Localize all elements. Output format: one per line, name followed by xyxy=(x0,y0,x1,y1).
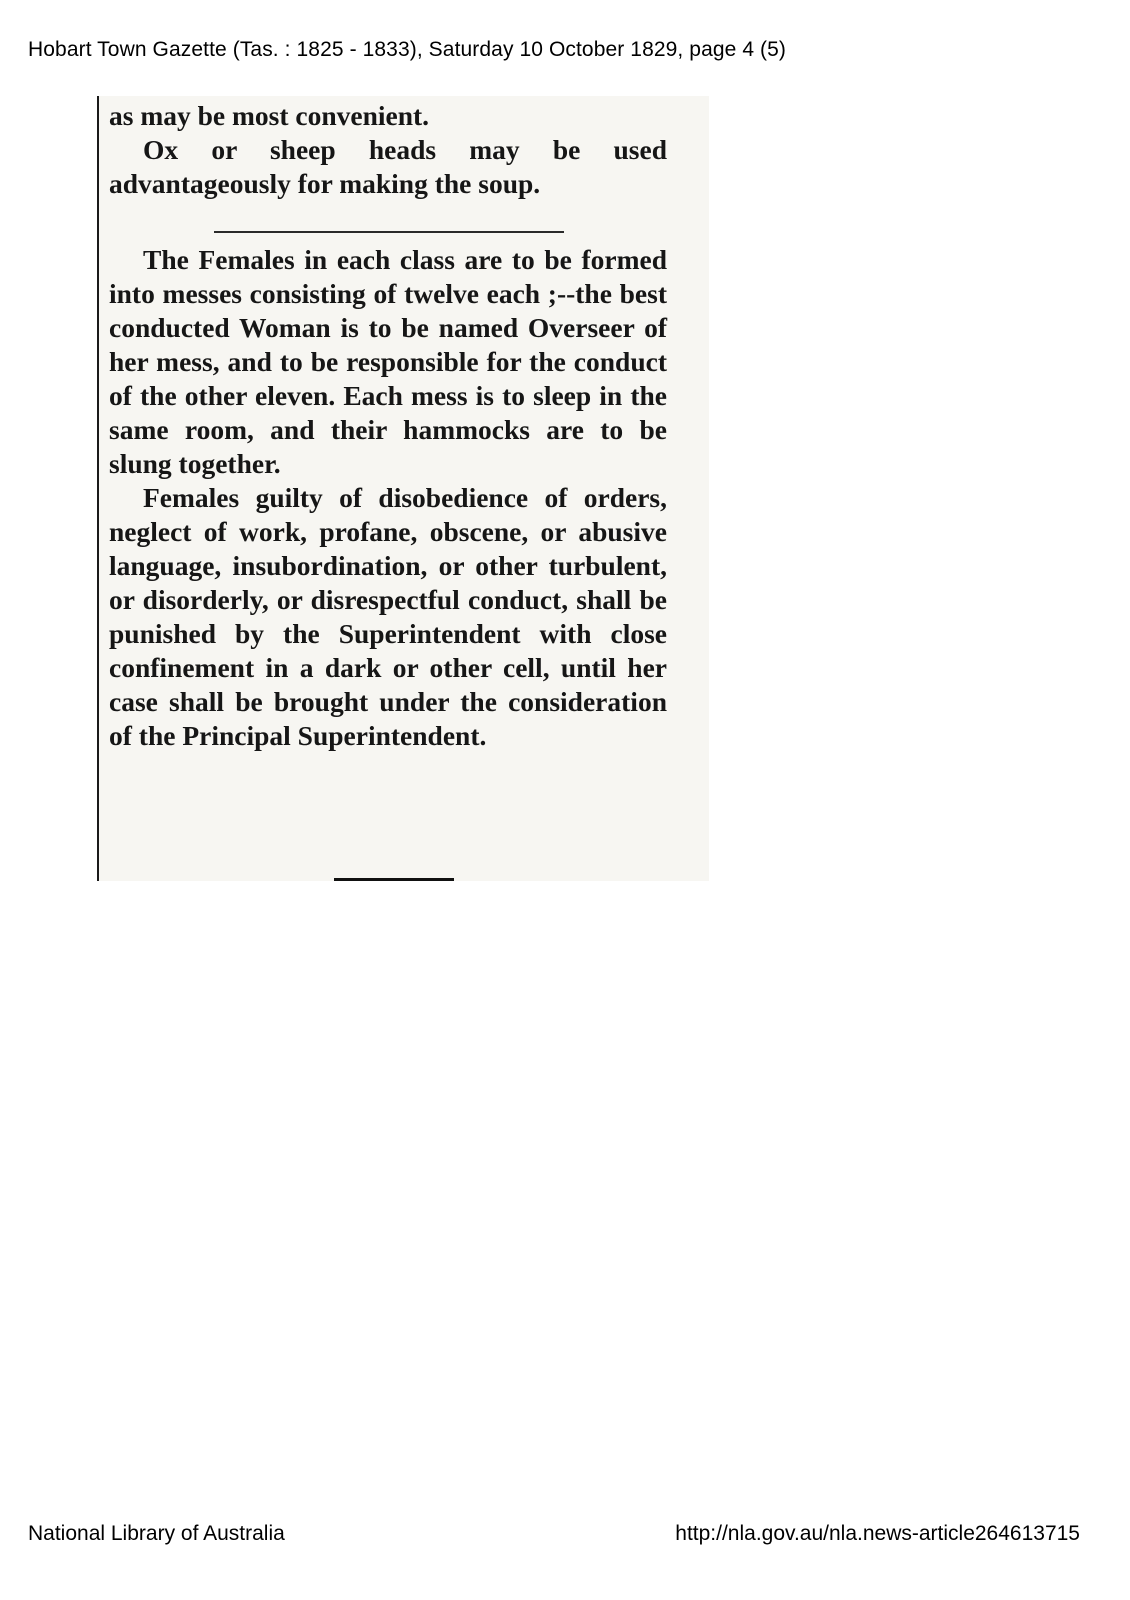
end-divider xyxy=(334,878,454,881)
section-divider xyxy=(214,231,564,233)
footer-source: National Library of Australia xyxy=(28,1522,285,1545)
column-rule xyxy=(97,96,99,881)
page-citation-header: Hobart Town Gazette (Tas. : 1825 - 1833), Saturday 10 October 1829, page 4 (5) xyxy=(28,38,787,61)
article-paragraph-3: Females guilty of disobedience of orders, neglect of work, profane, obscene, or abusive language, insubordination, or other turbulent, or disorderly, or disrespectful conduct, shall be punished by the Superintendent with close confinement in a dark or other cell, until her case shall be brought under the consideration of the Principal Superintendent. xyxy=(109,482,667,751)
article-line-1: as may be most convenient. xyxy=(109,100,430,131)
article-text xyxy=(109,96,667,753)
newspaper-clipping xyxy=(97,96,709,881)
article-paragraph-2: The Females in each class are to be formed into messes consisting of twelve each ;--the best conducted Woman is to be named Overseer of her mess, and to be responsible for the conduct of the other eleven. Each mess is to sleep in the same room, and their hammocks are to be slung together. xyxy=(109,244,667,479)
section-divider-wrapper xyxy=(109,201,667,235)
article-paragraph-1: Ox or sheep heads may be used advantageously for making the soup. xyxy=(109,134,667,199)
footer-url-link[interactable]: http://nla.gov.au/nla.news-article264613715 xyxy=(675,1522,1080,1545)
